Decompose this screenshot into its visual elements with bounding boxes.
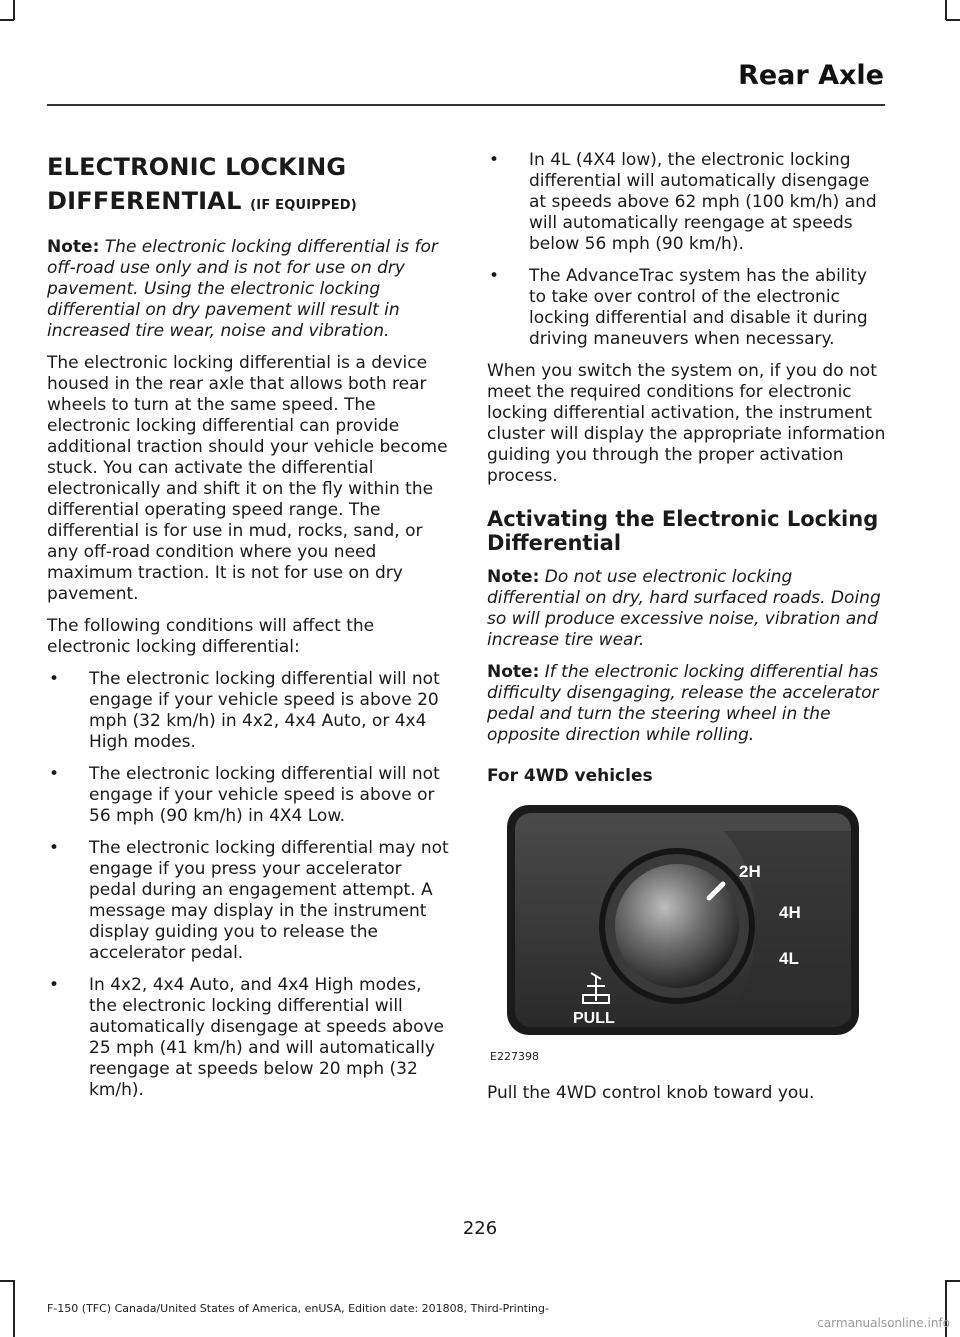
note-label: Note: [47,237,100,257]
header-divider [47,104,885,106]
intro-paragraph: The electronic locking differential is a device housed in the rear axle that allows both rear wheels to turn at the same speed. The electronic locking differential can provide additional traction should your vehicle become stuck. You can activate the differential electronically and shift it on the fly within the differential operating speed range. The differential is for use in mud, rocks, sand, or any off-road condition where you need maximum traction. It is not for use on dry pavement. [47,353,448,604]
figure-caption: Pull the 4WD control knob toward you. [487,1083,815,1103]
crop-mark [946,19,960,21]
watermark: carmanualsonline.info [817,1316,950,1330]
left-column [47,150,449,1112]
conditions-list [47,669,449,1101]
note-text: The electronic locking differential is for off-road use only and is not for use on dry pavement. Using the electronic locking differential on dry pavement will result in increased tire wear, noise and vibration. [47,237,438,341]
note-dry-roads [487,567,889,651]
crop-mark [13,0,15,20]
title-main: ELECTRONIC LOCKING DIFFERENTIAL [47,153,347,215]
section-title: Rear Axle [738,60,884,91]
title-suffix: (IF EQUIPPED) [250,198,357,213]
note-off-road [47,237,449,342]
conditions-intro: The following conditions will affect the electronic locking differential: [47,616,375,657]
mode-4l-label: 4L [779,949,799,968]
pull-label: PULL [573,1010,615,1027]
note-label: Note: [487,662,540,682]
edition-footer: F-150 (TFC) Canada/United States of America, enUSA, Edition date: 201808, Third-Printing- [47,1302,549,1315]
figure-code: E227398 [490,1050,539,1063]
activation-paragraph: When you switch the system on, if you do not meet the required conditions for electronic locking differential activation, the instrument cluster will display the appropriate information guiding you through the proper activation process. [487,361,886,486]
list-item: • The AdvanceTrac system has the ability to take over control of the electronic locking differential and disable it during driving maneuvers when necessary. [487,266,889,350]
crop-mark [946,1280,960,1282]
crop-mark [0,19,14,21]
list-item: • The electronic locking differential will not engage if your vehicle speed is above or 56 mph (90 km/h) in 4X4 Low. [47,764,449,827]
note-label: Note: [487,567,540,587]
4wd-heading: For 4WD vehicles [487,766,653,786]
right-column [487,150,889,1115]
page-number: 226 [462,1218,498,1239]
mode-2h-label: 2H [739,862,761,881]
crop-mark [945,0,947,20]
mode-4h-label: 4H [779,903,801,922]
note-text: Do not use electronic locking differential on dry, hard surfaced roads. Doing so will produce excessive noise, vibration and increase tire wear. [487,567,881,650]
list-item: • In 4L (4X4 low), the electronic locking differential will automatically disengage at speeds above 62 mph (100 km/h) and will automatically reengage at speeds below 56 mph (90 km/h). [487,150,889,255]
list-item: • In 4x2, 4x4 Auto, and 4x4 High modes, the electronic locking differential will automatically disengage at speeds above 25 mph (41 km/h) and will automatically reengage at speeds below 20 mph (32 km/h). [47,975,449,1101]
crop-mark [0,1280,14,1282]
4wd-control-knob[interactable] [615,864,739,988]
4wd-control-knob-figure [487,801,861,1069]
crop-mark [13,1280,15,1337]
note-text: If the electronic locking differential has difficulty disengaging, release the accelerator pedal and turn the steering wheel in the opposite direction while rolling. [487,662,879,745]
activating-heading: Activating the Electronic Locking Differential [487,507,879,555]
note-disengaging [487,662,889,746]
4wd-control-panel-illustration [487,801,861,1069]
conditions-list-continued [487,150,889,350]
list-item: • The electronic locking differential may not engage if you press your accelerator pedal during an engagement attempt. A message may display in the instrument display guiding you to release the accelerator pedal. [47,838,449,964]
list-item: • The electronic locking differential will not engage if your vehicle speed is above 20 mph (32 km/h) in 4x2, 4x4 Auto, or 4x4 High modes. [47,669,449,753]
page-title [47,150,449,223]
